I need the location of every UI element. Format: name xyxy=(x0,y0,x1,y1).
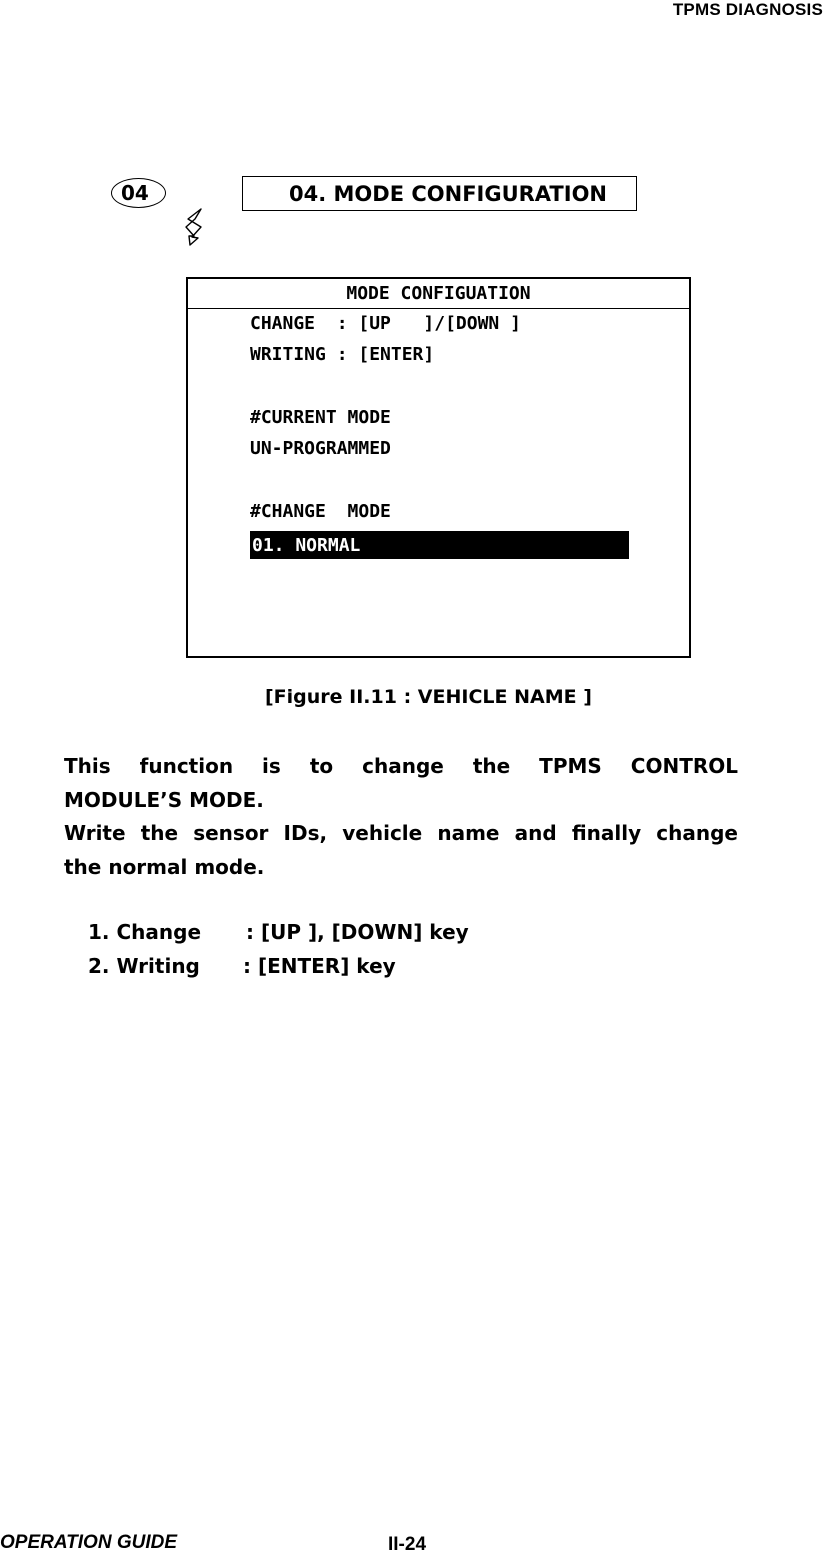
paragraph-1-line-1: This function is to change the TPMS CONTROL xyxy=(64,754,738,778)
screen-writing-line: WRITING : [ENTER] xyxy=(250,344,435,365)
screen-current-mode-value: UN-PROGRAMMED xyxy=(250,438,391,459)
screen-change-mode-heading: #CHANGE MODE xyxy=(250,501,391,522)
list-item-2-label: 2. Writing xyxy=(88,954,200,978)
paragraph-2-line-2: the normal mode. xyxy=(64,855,265,879)
step-badge: 04 xyxy=(111,178,166,208)
list-item-1-label: 1. Change xyxy=(88,920,202,944)
selected-mode-option[interactable]: 01. NORMAL xyxy=(250,531,629,559)
page-number: II-24 xyxy=(388,1534,427,1555)
list-item-2-value: : [ENTER] key xyxy=(243,954,396,978)
screen-current-mode-heading: #CURRENT MODE xyxy=(250,407,391,428)
screen-change-line: CHANGE : [UP ]/[DOWN ] xyxy=(250,313,521,334)
screen-title: MODE CONFIGUATION xyxy=(188,279,689,309)
device-screen xyxy=(186,277,691,658)
page-header-title: TPMS DIAGNOSIS xyxy=(672,0,823,19)
figure-caption: [Figure II.11 : VEHICLE NAME ] xyxy=(265,686,592,708)
paragraph-1-line-2: MODULE’S MODE. xyxy=(64,788,264,812)
enter-arrow-icon xyxy=(182,207,212,247)
paragraph-2-line-1: Write the sensor IDs, vehicle name and finally change xyxy=(64,821,738,845)
footer-guide-label: OPERATION GUIDE xyxy=(0,1532,177,1553)
list-item-1-value: : [UP ], [DOWN] key xyxy=(246,920,469,944)
menu-item-box: 04. MODE CONFIGURATION xyxy=(242,176,637,211)
